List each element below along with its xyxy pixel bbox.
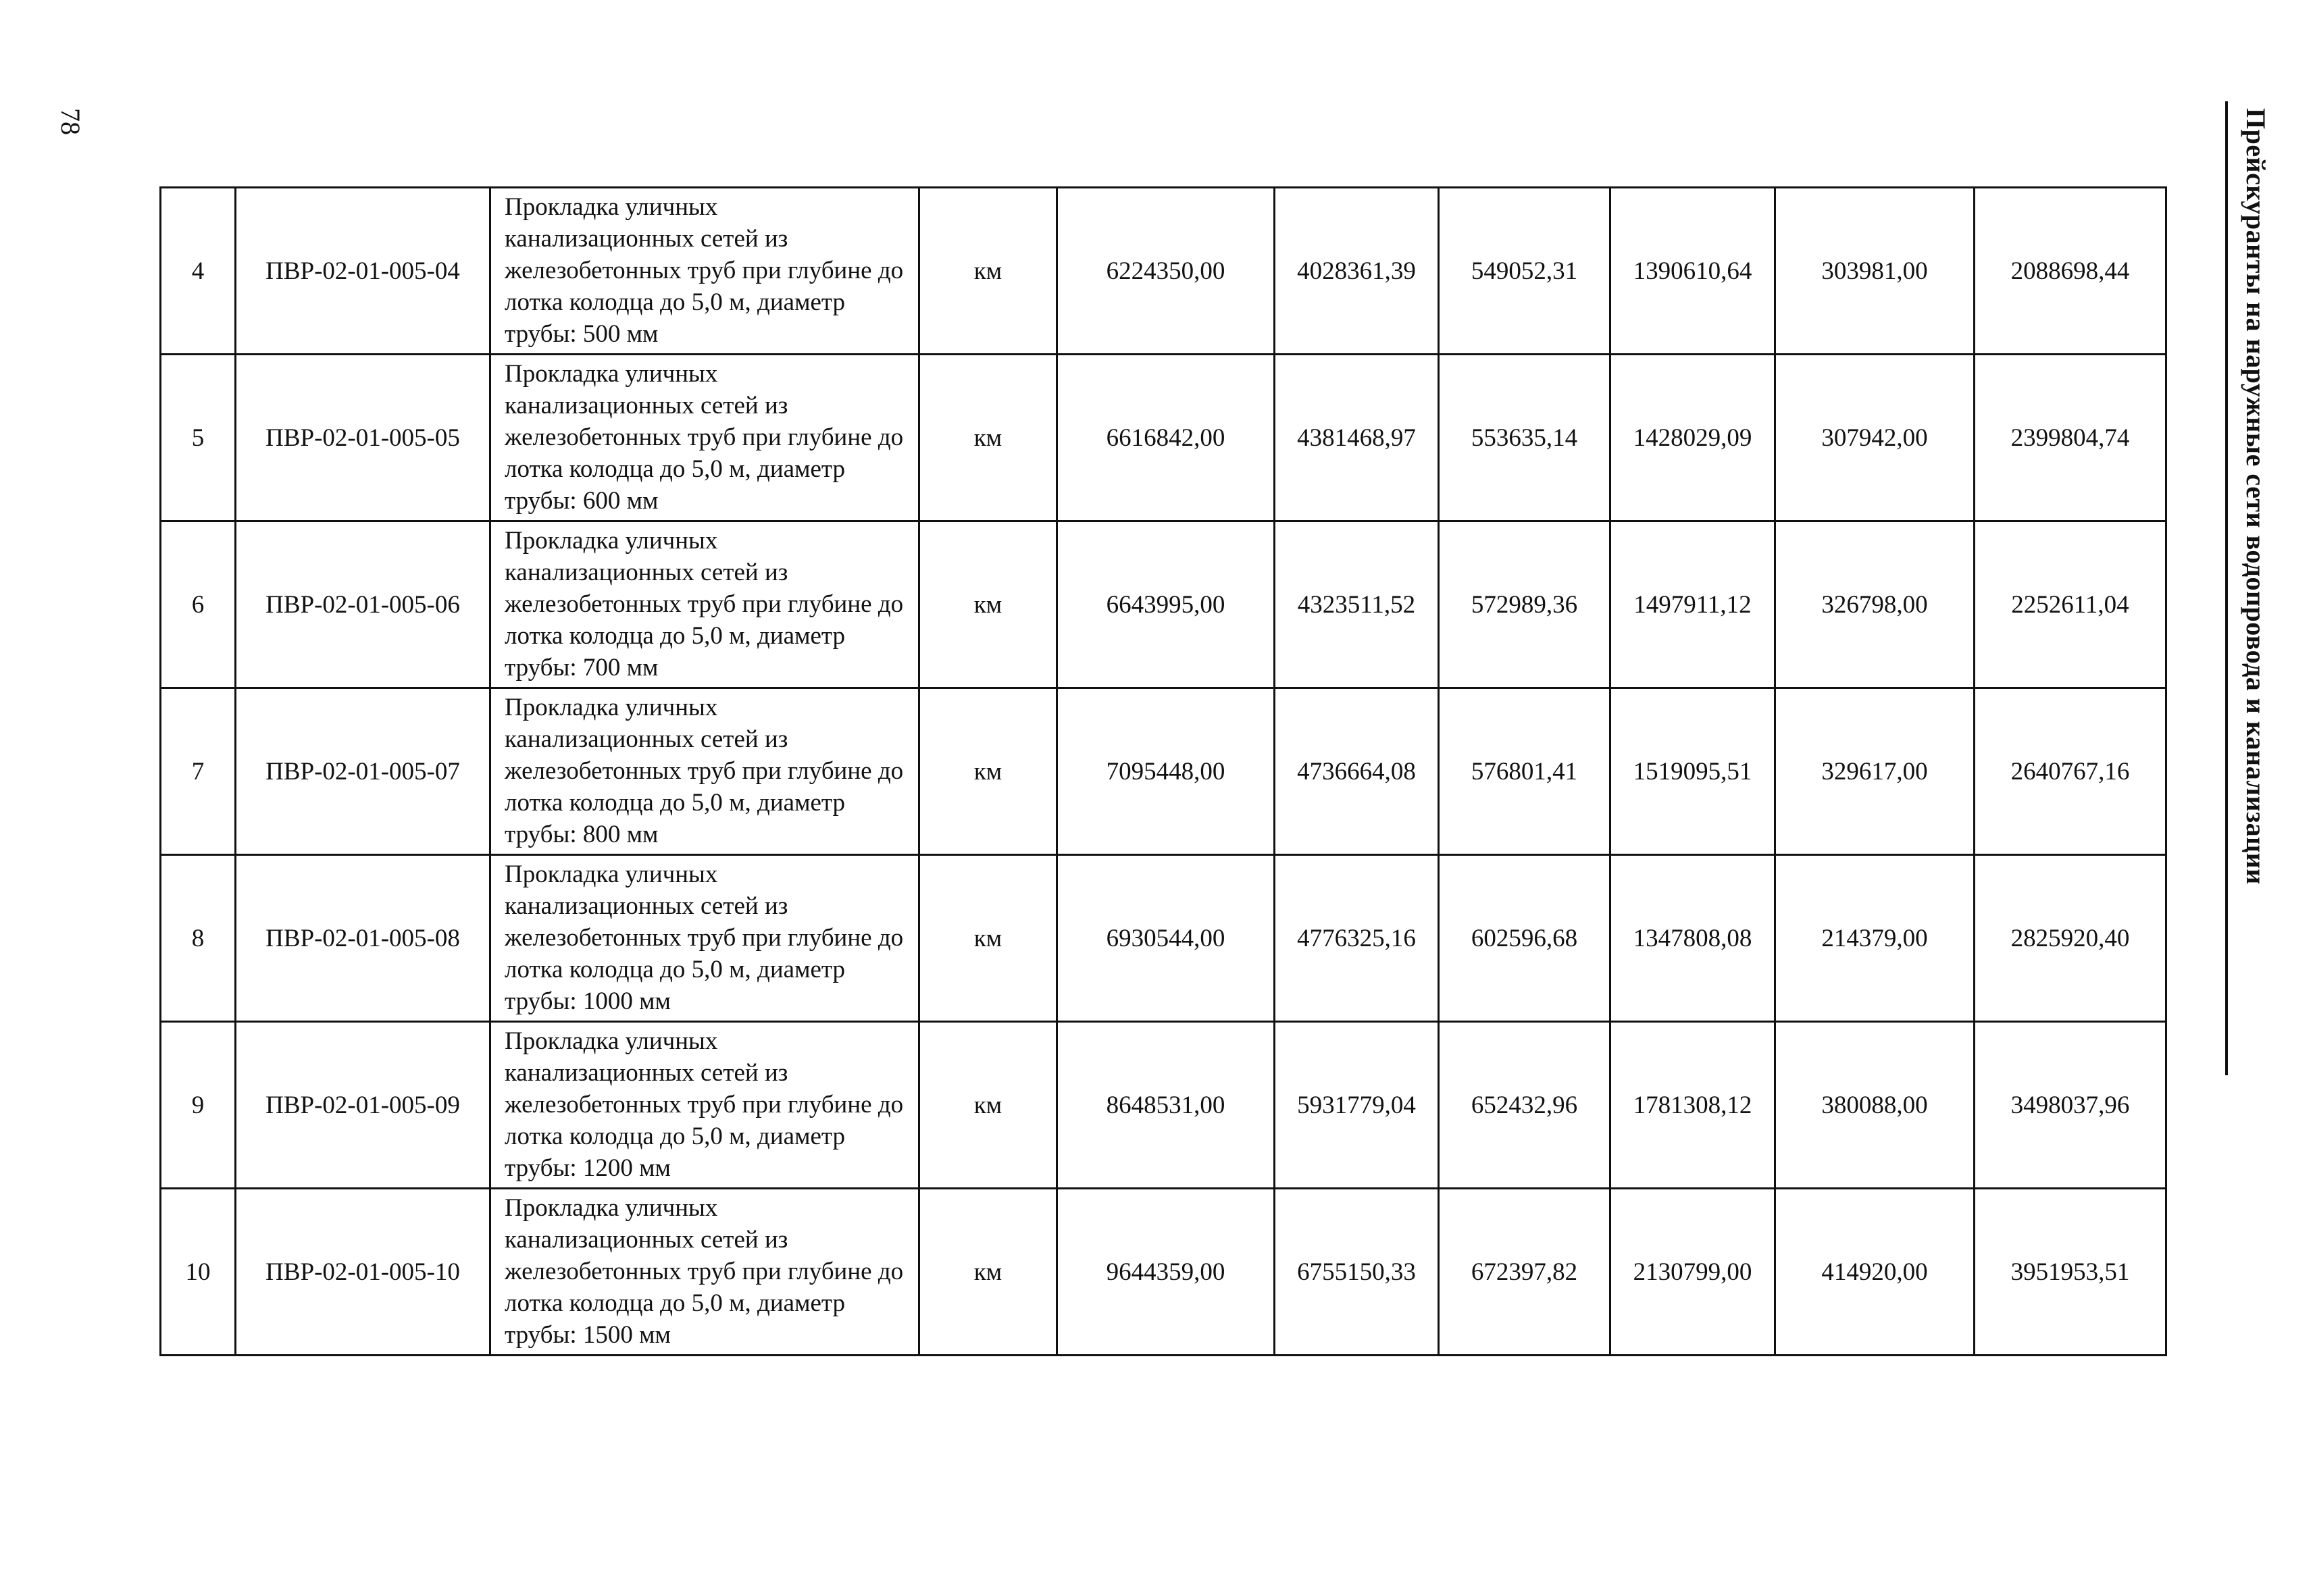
code-cell: ПВР-02-01-005-05 [236, 355, 490, 521]
cost-col3-cell: 602596,68 [1439, 855, 1610, 1022]
unit-cell: км [919, 355, 1057, 521]
cost-col3-cell: 549052,31 [1439, 188, 1610, 355]
table-row [161, 188, 2166, 355]
code-cell: ПВР-02-01-005-06 [236, 521, 490, 688]
cost-col2-cell: 4323511,52 [1275, 521, 1439, 688]
table-row [161, 1189, 2166, 1356]
row-number-cell: 4 [161, 188, 236, 355]
cost-col3-cell: 652432,96 [1439, 1022, 1610, 1189]
total-cost-cell: 9644359,00 [1057, 1189, 1275, 1356]
unit-cell: км [919, 521, 1057, 688]
table-row [161, 855, 2166, 1022]
description-cell: Прокладка уличных канализационных сетей из железобетонных труб при глубине до лотка колодца до 5,0 м, диаметр трубы: 1500 мм [490, 1189, 919, 1356]
row-number-cell: 10 [161, 1189, 236, 1356]
total-cost-cell: 6643995,00 [1057, 521, 1275, 688]
table-row [161, 1022, 2166, 1189]
unit-cell: км [919, 688, 1057, 855]
cost-col2-cell: 4028361,39 [1275, 188, 1439, 355]
description-cell: Прокладка уличных канализационных сетей из железобетонных труб при глубине до лотка колодца до 5,0 м, диаметр трубы: 1200 мм [490, 1022, 919, 1189]
cost-col4-cell: 1781308,12 [1610, 1022, 1775, 1189]
cost-col4-cell: 2130799,00 [1610, 1189, 1775, 1356]
code-cell: ПВР-02-01-005-10 [236, 1189, 490, 1356]
description-cell: Прокладка уличных канализационных сетей из железобетонных труб при глубине до лотка колодца до 5,0 м, диаметр трубы: 700 мм [490, 521, 919, 688]
row-number-cell: 7 [161, 688, 236, 855]
cost-col6-cell: 2399804,74 [1975, 355, 2166, 521]
cost-col6-cell: 2252611,04 [1975, 521, 2166, 688]
cost-col3-cell: 672397,82 [1439, 1189, 1610, 1356]
table-body [161, 188, 2166, 1356]
cost-col2-cell: 4736664,08 [1275, 688, 1439, 855]
code-cell: ПВР-02-01-005-07 [236, 688, 490, 855]
cost-col2-cell: 4776325,16 [1275, 855, 1439, 1022]
cost-col3-cell: 576801,41 [1439, 688, 1610, 855]
cost-col4-cell: 1428029,09 [1610, 355, 1775, 521]
total-cost-cell: 8648531,00 [1057, 1022, 1275, 1189]
cost-col6-cell: 3951953,51 [1975, 1189, 2166, 1356]
row-number-cell: 6 [161, 521, 236, 688]
description-cell: Прокладка уличных канализационных сетей из железобетонных труб при глубине до лотка колодца до 5,0 м, диаметр трубы: 600 мм [490, 355, 919, 521]
cost-col4-cell: 1347808,08 [1610, 855, 1775, 1022]
unit-cell: км [919, 1022, 1057, 1189]
code-cell: ПВР-02-01-005-09 [236, 1022, 490, 1189]
cost-col5-cell: 307942,00 [1775, 355, 1975, 521]
cost-col3-cell: 572989,36 [1439, 521, 1610, 688]
description-cell: Прокладка уличных канализационных сетей из железобетонных труб при глубине до лотка колодца до 5,0 м, диаметр трубы: 1000 мм [490, 855, 919, 1022]
cost-col2-cell: 5931779,04 [1275, 1022, 1439, 1189]
total-cost-cell: 6616842,00 [1057, 355, 1275, 521]
cost-col5-cell: 303981,00 [1775, 188, 1975, 355]
total-cost-cell: 6930544,00 [1057, 855, 1275, 1022]
cost-col6-cell: 2640767,16 [1975, 688, 2166, 855]
cost-col5-cell: 414920,00 [1775, 1189, 1975, 1356]
unit-cell: км [919, 188, 1057, 355]
price-table [159, 186, 2167, 1356]
cost-col4-cell: 1519095,51 [1610, 688, 1775, 855]
cost-col4-cell: 1497911,12 [1610, 521, 1775, 688]
side-title-rule [2225, 101, 2228, 1075]
cost-col4-cell: 1390610,64 [1610, 188, 1775, 355]
description-cell: Прокладка уличных канализационных сетей из железобетонных труб при глубине до лотка колодца до 5,0 м, диаметр трубы: 800 мм [490, 688, 919, 855]
cost-col2-cell: 6755150,33 [1275, 1189, 1439, 1356]
description-cell: Прокладка уличных канализационных сетей из железобетонных труб при глубине до лотка колодца до 5,0 м, диаметр трубы: 500 мм [490, 188, 919, 355]
total-cost-cell: 7095448,00 [1057, 688, 1275, 855]
cost-col5-cell: 214379,00 [1775, 855, 1975, 1022]
row-number-cell: 5 [161, 355, 236, 521]
total-cost-cell: 6224350,00 [1057, 188, 1275, 355]
cost-col6-cell: 2088698,44 [1975, 188, 2166, 355]
unit-cell: км [919, 855, 1057, 1022]
page-number: 78 [55, 108, 86, 135]
table-row [161, 521, 2166, 688]
row-number-cell: 8 [161, 855, 236, 1022]
cost-col5-cell: 329617,00 [1775, 688, 1975, 855]
cost-col3-cell: 553635,14 [1439, 355, 1610, 521]
cost-col2-cell: 4381468,97 [1275, 355, 1439, 521]
code-cell: ПВР-02-01-005-08 [236, 855, 490, 1022]
side-running-title: Прейскуранты на наружные сети водопровода и канализации [2241, 108, 2271, 885]
row-number-cell: 9 [161, 1022, 236, 1189]
cost-col6-cell: 3498037,96 [1975, 1022, 2166, 1189]
table-row [161, 355, 2166, 521]
table-row [161, 688, 2166, 855]
cost-col5-cell: 326798,00 [1775, 521, 1975, 688]
unit-cell: км [919, 1189, 1057, 1356]
cost-col6-cell: 2825920,40 [1975, 855, 2166, 1022]
code-cell: ПВР-02-01-005-04 [236, 188, 490, 355]
cost-col5-cell: 380088,00 [1775, 1022, 1975, 1189]
